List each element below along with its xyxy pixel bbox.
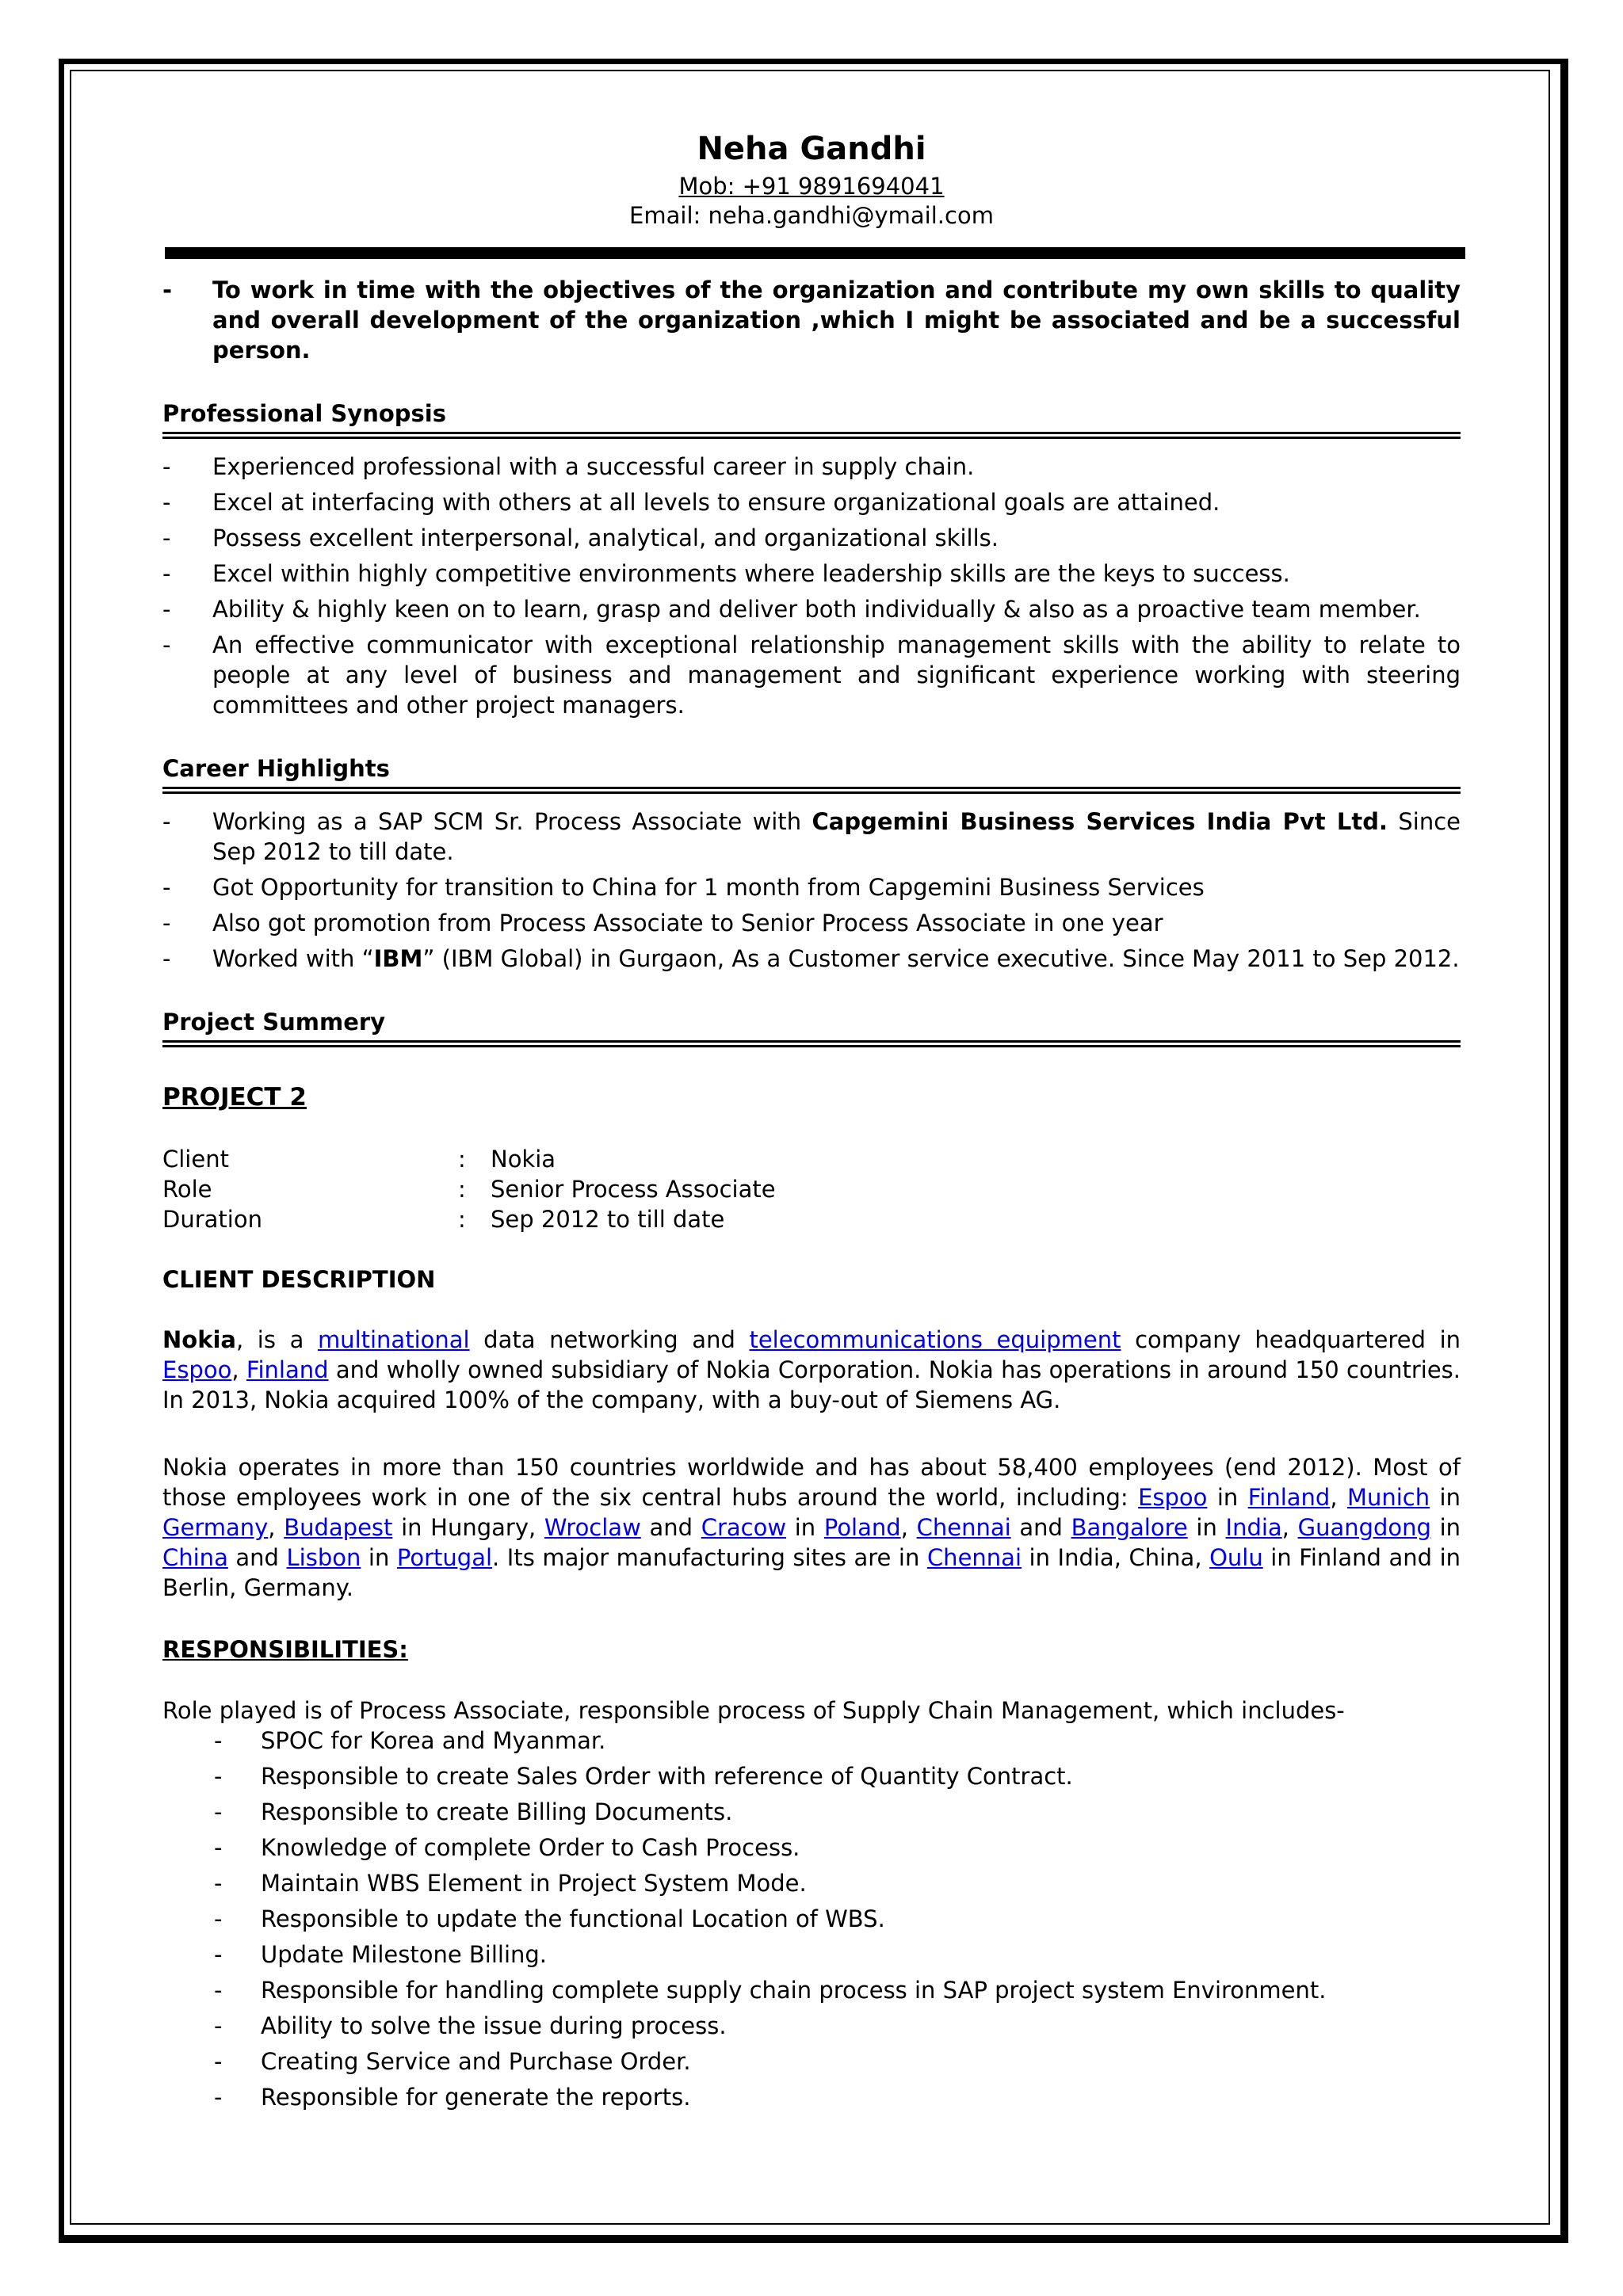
- list-item: [162, 872, 1461, 902]
- text: in: [361, 1544, 397, 1571]
- responsibility-text: Responsible for generate the reports.: [261, 2084, 691, 2111]
- field-value: Senior Process Associate: [491, 1176, 776, 1203]
- client-description-heading: CLIENT DESCRIPTION: [162, 1266, 436, 1293]
- text: in: [1207, 1484, 1248, 1511]
- text: and wholly owned subsidiary of Nokia Corporation. Nokia has operations in around 150 countries. In 2013, Nokia acquired 100% of the company, with a buy-out of Siemens AG.: [162, 1356, 1461, 1413]
- text: Worked with “: [212, 945, 374, 972]
- responsibility-text: Maintain WBS Element in Project System Mode.: [261, 1870, 807, 1897]
- text: and: [1010, 1514, 1071, 1541]
- list-item: [162, 559, 1461, 589]
- mobile-number: Mob: +91 9891694041: [678, 173, 945, 200]
- link[interactable]: Guangdong: [1297, 1514, 1431, 1541]
- text: ” (IBM Global) in Gurgaon, As a Customer service executive. Since May 2011 to Sep 2012.: [422, 945, 1460, 972]
- responsibility-text: SPOC for Korea and Myanmar.: [261, 1727, 606, 1754]
- link[interactable]: Bangalore: [1071, 1514, 1188, 1541]
- list-item: [214, 2011, 1461, 2041]
- list-item: [214, 2046, 1461, 2077]
- link[interactable]: Budapest: [284, 1514, 393, 1541]
- link[interactable]: telecommunications equipment: [749, 1326, 1121, 1353]
- text: in: [1430, 1514, 1461, 1541]
- list-item: [214, 1975, 1461, 2005]
- list-item: [214, 1833, 1461, 1863]
- list-item: [214, 1726, 1461, 1756]
- bullet-marker: -: [214, 1763, 223, 1790]
- resume-document: [162, 127, 1461, 2118]
- field-value: Sep 2012 to till date: [491, 1206, 725, 1233]
- link[interactable]: Finland: [1247, 1484, 1331, 1511]
- link[interactable]: Espoo: [162, 1356, 232, 1383]
- list-item: [162, 523, 1461, 553]
- list-item: [214, 1761, 1461, 1791]
- bullet-marker: -: [214, 1834, 223, 1861]
- text: and: [640, 1514, 701, 1541]
- synopsis-text: An effective communicator with exceptional relationship management skills with the ability to relate to people at any level of business and management and significant experience working with steering committees and other project managers.: [212, 631, 1461, 719]
- candidate-name: Neha Gandhi: [697, 131, 926, 167]
- link[interactable]: Chennai: [916, 1514, 1011, 1541]
- text: data networking and: [469, 1326, 750, 1353]
- text: Got Opportunity for transition to China for 1 month from Capgemini Business Services: [212, 874, 1205, 901]
- bold-text: Nokia: [162, 1326, 236, 1353]
- responsibility-text: Creating Service and Purchase Order.: [261, 2048, 691, 2075]
- text: , is a: [236, 1326, 318, 1353]
- list-item: [162, 807, 1461, 867]
- link[interactable]: Finland: [246, 1356, 329, 1383]
- responsibility-text: Responsible to update the functional Location of WBS.: [261, 1905, 885, 1932]
- list-item: [214, 1797, 1461, 1827]
- responsibility-text: Knowledge of complete Order to Cash Process.: [261, 1834, 800, 1861]
- list-item: [162, 594, 1461, 624]
- text: in: [1187, 1514, 1226, 1541]
- link[interactable]: multinational: [317, 1326, 470, 1353]
- career-list: [162, 807, 1461, 974]
- list-item: [214, 1868, 1461, 1898]
- bullet-marker: -: [162, 453, 171, 480]
- synopsis-text: Possess excellent interpersonal, analytical, and organizational skills.: [212, 524, 999, 551]
- link[interactable]: Espoo: [1138, 1484, 1208, 1511]
- bullet-marker: -: [214, 1905, 223, 1932]
- field-label: Duration: [162, 1206, 262, 1233]
- project-field-row: [162, 1204, 1461, 1234]
- bullet-marker: -: [162, 874, 171, 901]
- text: Also got promotion from Process Associate to Senior Process Associate in one year: [212, 910, 1163, 936]
- text: in India, China,: [1022, 1544, 1210, 1571]
- text: ,: [900, 1514, 917, 1541]
- link[interactable]: Wroclaw: [544, 1514, 641, 1541]
- link[interactable]: Poland: [823, 1514, 901, 1541]
- bold-text: IBM: [373, 945, 423, 972]
- responsibility-text: Update Milestone Billing.: [261, 1941, 548, 1968]
- field-separator: :: [458, 1206, 466, 1233]
- project-fields: [162, 1144, 1461, 1234]
- text: ,: [268, 1514, 285, 1541]
- bullet-marker: -: [214, 2048, 223, 2075]
- responsibility-text: Responsible for handling complete supply chain process in SAP project system Environment.: [261, 1977, 1327, 2004]
- list-item: [162, 630, 1461, 720]
- text: . Its major manufacturing sites are in: [492, 1544, 927, 1571]
- list-item: [162, 487, 1461, 517]
- link[interactable]: Munich: [1346, 1484, 1430, 1511]
- responsibilities-intro: Role played is of Process Associate, responsible process of Supply Chain Management, which includes-: [162, 1697, 1345, 1724]
- link[interactable]: Germany: [162, 1514, 269, 1541]
- bullet-marker: -: [214, 1870, 223, 1897]
- bullet-marker: -: [162, 560, 171, 587]
- description-paragraph: [162, 1452, 1461, 1603]
- bold-text: Capgemini Business Services India Pvt Ltd.: [812, 808, 1388, 835]
- text: Since Sep 2012 to till date.: [212, 808, 1461, 865]
- synopsis-list: [162, 452, 1461, 720]
- text: ,: [1281, 1514, 1298, 1541]
- synopsis-text: Ability & highly keen on to learn, grasp and deliver both individually & also as a proactive team member.: [212, 596, 1421, 623]
- list-item: [162, 452, 1461, 482]
- client-description: [162, 1325, 1461, 1603]
- project-title: PROJECT 2: [162, 1083, 307, 1112]
- bullet-marker: -: [214, 2012, 223, 2039]
- field-label: Client: [162, 1146, 229, 1173]
- field-separator: :: [458, 1176, 466, 1203]
- bullet-marker: -: [162, 596, 171, 623]
- text: in: [786, 1514, 824, 1541]
- text: company headquartered in: [1121, 1326, 1461, 1353]
- link[interactable]: Lisbon: [286, 1544, 361, 1571]
- responsibility-text: Responsible to create Sales Order with reference of Quantity Contract.: [261, 1763, 1073, 1790]
- email-address: Email: neha.gandhi@ymail.com: [629, 202, 994, 229]
- objective: [162, 275, 1461, 365]
- text: in Finland and in Berlin, Germany.: [162, 1544, 1461, 1601]
- link[interactable]: Oulu: [1209, 1544, 1263, 1571]
- text: in Hungary,: [392, 1514, 544, 1541]
- list-item: [162, 908, 1461, 938]
- description-paragraph: [162, 1325, 1461, 1415]
- bullet-marker: -: [214, 1727, 223, 1754]
- bullet-marker: -: [162, 945, 171, 972]
- section-heading-career: Career Highlights: [162, 753, 1461, 789]
- bullet-marker: -: [214, 2084, 223, 2111]
- field-separator: :: [458, 1146, 466, 1173]
- field-label: Role: [162, 1176, 212, 1203]
- bullet-marker: -: [214, 1977, 223, 2004]
- link[interactable]: India: [1225, 1514, 1282, 1541]
- text: in: [1430, 1484, 1461, 1511]
- section-heading-synopsis: Professional Synopsis: [162, 399, 1461, 434]
- list-item: [214, 1939, 1461, 1970]
- project-field-row: [162, 1144, 1461, 1174]
- bullet-marker: -: [162, 631, 171, 658]
- responsibilities-heading: RESPONSIBILITIES:: [162, 1636, 408, 1663]
- list-item: [162, 944, 1461, 974]
- link[interactable]: Cracow: [701, 1514, 787, 1541]
- link[interactable]: Portugal: [396, 1544, 493, 1571]
- text: Working as a SAP SCM Sr. Process Associate with: [212, 808, 812, 835]
- responsibility-text: Ability to solve the issue during process.: [261, 2012, 727, 2039]
- bullet-marker: -: [162, 277, 173, 303]
- responsibility-text: Responsible to create Billing Documents.: [261, 1798, 733, 1825]
- synopsis-text: Excel within highly competitive environments where leadership skills are the keys to success.: [212, 560, 1290, 587]
- text: ,: [1330, 1484, 1347, 1511]
- text: ,: [231, 1356, 246, 1383]
- bullet-marker: -: [214, 1941, 223, 1968]
- text: and: [227, 1544, 287, 1571]
- link[interactable]: Chennai: [926, 1544, 1022, 1571]
- link[interactable]: China: [162, 1544, 228, 1571]
- objective-item: [162, 275, 1461, 365]
- list-item: [214, 2082, 1461, 2112]
- section-heading-project-summary: Project Summery: [162, 1007, 1461, 1043]
- synopsis-text: Excel at interfacing with others at all levels to ensure organizational goals are attained.: [212, 489, 1220, 516]
- bullet-marker: -: [162, 910, 171, 936]
- responsibilities-list: [162, 1726, 1461, 2112]
- list-item: [214, 1904, 1461, 1934]
- bullet-marker: -: [162, 808, 171, 835]
- field-value: Nokia: [491, 1146, 556, 1173]
- objective-text: To work in time with the objectives of the organization and contribute my own skills to quality and overall development of the organization ,which I might be associated and be a successful person.: [212, 277, 1461, 364]
- synopsis-text: Experienced professional with a successful career in supply chain.: [212, 453, 975, 480]
- header-divider: [165, 247, 1465, 259]
- bullet-marker: -: [162, 524, 171, 551]
- bullet-marker: -: [162, 489, 171, 516]
- text: Nokia operates in more than 150 countries worldwide and has about 58,400 employees (end 2012). Most of those employees work in one of the six central hubs around the world, including:: [162, 1454, 1461, 1511]
- project-field-row: [162, 1174, 1461, 1204]
- bullet-marker: -: [214, 1798, 223, 1825]
